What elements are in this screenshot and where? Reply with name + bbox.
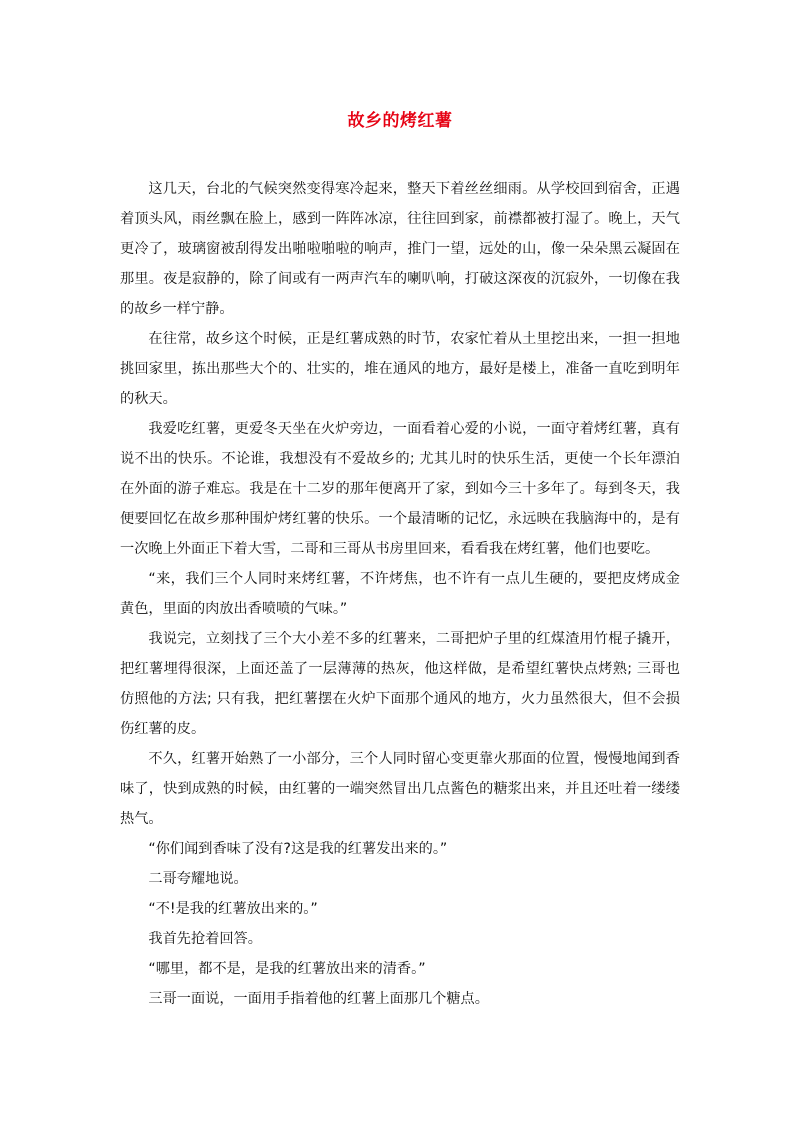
paragraph: 我首先抢着回答。 (148, 931, 262, 947)
paragraph: “哪里，都不是，是我的红薯放出来的清香。” (148, 961, 426, 977)
article-body (120, 174, 680, 1014)
paragraph: 我爱吃红薯，更爱冬天坐在火炉旁边，一面看着心爱的小说，一面守着烤红薯，真有说不出的快乐。不论谁，我想没有不爱故乡的; 尤其儿时的快乐生活，更使一个长年漂泊在外面的游子难忘。我是在十二岁的那年便离开了家，到如今三十多年了。每到冬天，我便要回忆在故乡那种围炉烤红薯的快乐。一个最清晰的记忆，永远映在我脑海中的，是有一次晚上外面正下着大雪，二哥和三哥从书房里回来，看看我在烤红薯，他们也要吃。 (120, 421, 680, 557)
paragraph: 三哥一面说，一面用手指着他的红薯上面那几个糖点。 (148, 991, 489, 1007)
paragraph: “不!是我的红薯放出来的。” (148, 901, 318, 917)
paragraph: “来，我们三个人同时来烤红薯，不许烤焦，也不许有一点儿生硬的，要把皮烤成金黄色，里面的肉放出香喷喷的气味。” (120, 571, 680, 617)
document-title: 故乡的烤红薯 (347, 111, 453, 131)
paragraph: 不久，红薯开始熟了一小部分，三个人同时留心变更靠火那面的位置，慢慢地闻到香味了，快到成熟的时候，由红薯的一端突然冒出几点酱色的糖浆出来，并且还吐着一缕缕热气。 (120, 751, 680, 827)
paragraph: 这几天，台北的气候突然变得寒冷起来，整天下着丝丝细雨。从学校回到宿舍，正遇着顶头风，雨丝飘在脸上，感到一阵阵冰凉，往往回到家，前襟都被打湿了。晚上，天气更冷了，玻璃窗被刮得发出啪啦啪啦的响声，推门一望，远处的山，像一朵朵黑云凝固在那里。夜是寂静的，除了间或有一两声汽车的喇叭响，打破这深夜的沉寂外，一切像在我的故乡一样宁静。 (120, 181, 680, 317)
paragraph: 在往常，故乡这个时候，正是红薯成熟的时节，农家忙着从土里挖出来，一担一担地挑回家里，拣出那些大个的、壮实的，堆在通风的地方，最好是楼上，准备一直吃到明年的秋天。 (120, 331, 680, 407)
paragraph: 二哥夸耀地说。 (148, 871, 248, 887)
paragraph: 我说完，立刻找了三个大小差不多的红薯来，二哥把炉子里的红煤渣用竹棍子撬开，把红薯埋得很深，上面还盖了一层薄薄的热灰，他这样做，是希望红薯快点烤熟; 三哥也仿照他的方法; 只有我，把红薯摆在火炉下面那个通风的地方，火力虽然很大，但不会损伤红薯的皮。 (120, 631, 680, 737)
paragraph: “你们闻到香味了没有?这是我的红薯发出来的。” (148, 841, 448, 857)
